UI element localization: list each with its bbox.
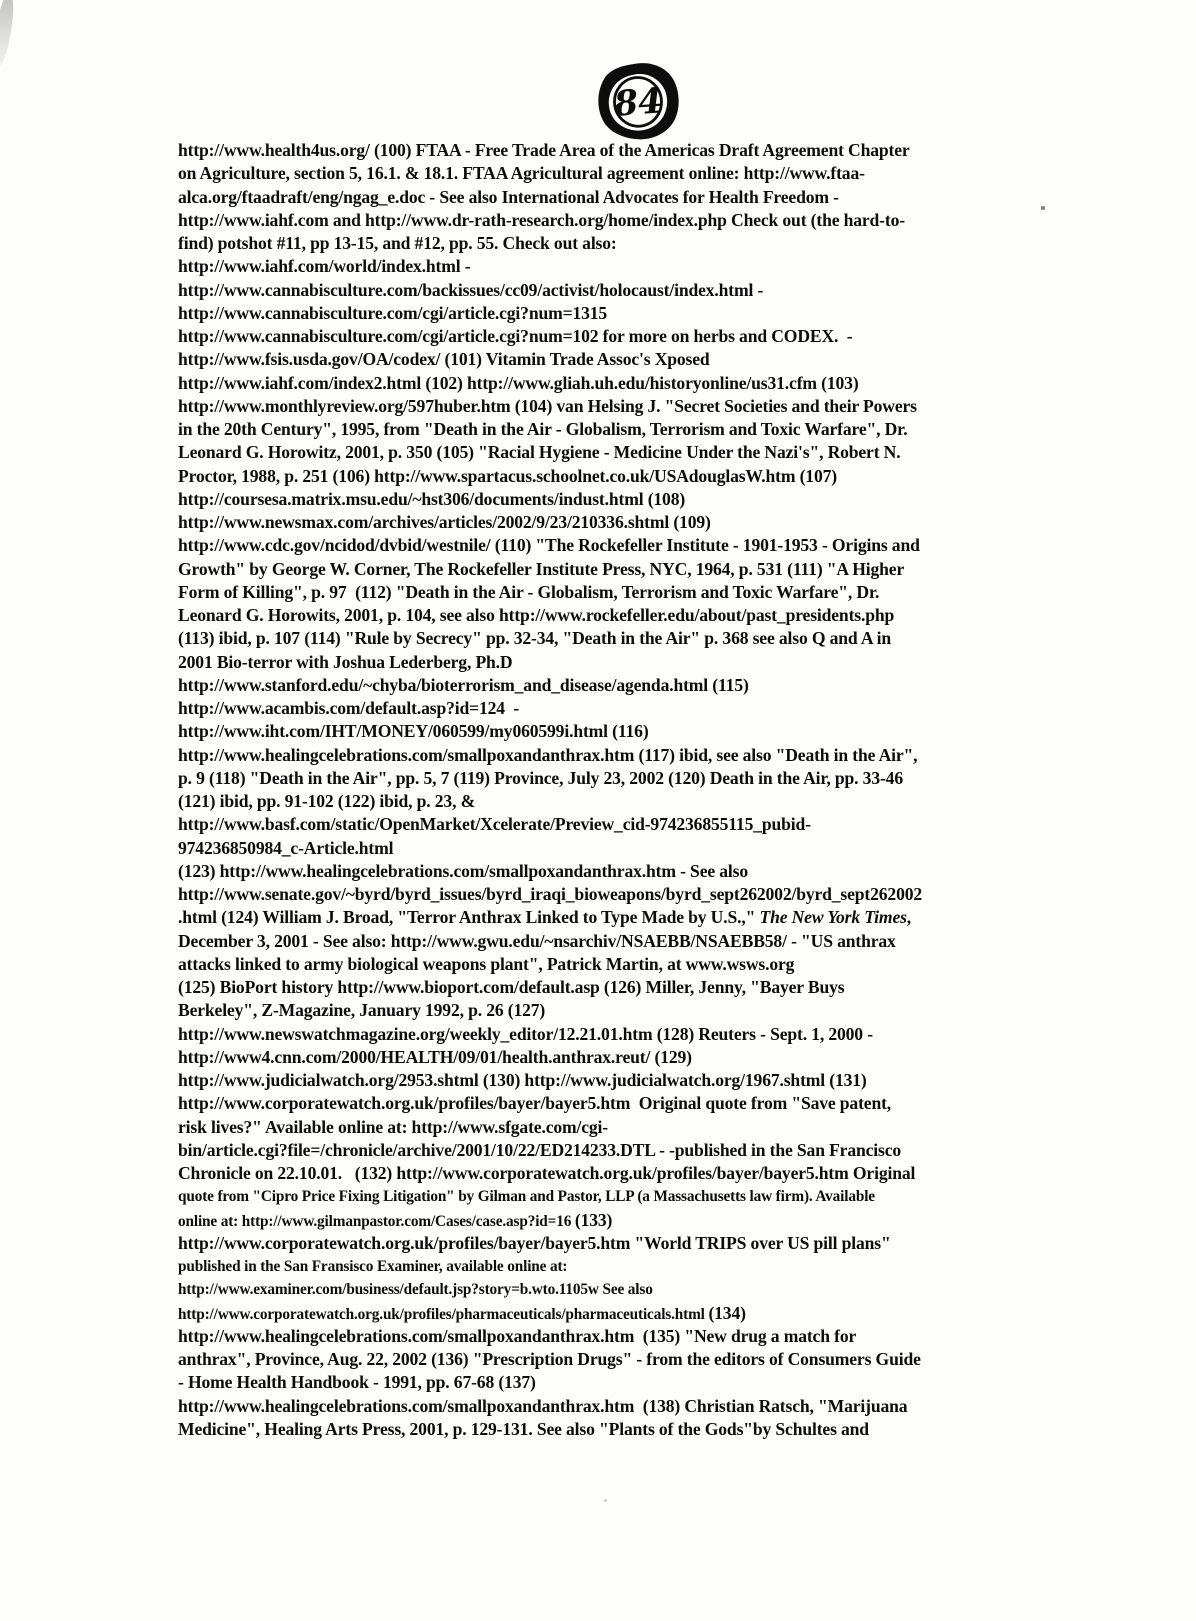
text-segment: .html (124) William J. Broad, "Terror Anthrax Linked to Type Made by U.S.," [178,907,760,928]
text-segment: Chronicle on 22.10.01. (132) http://www.corporatewatch.org.uk/profiles/bayer/bayer5.htm Original [178,1163,916,1183]
text-segment: http://www.iht.com/IHT/MONEY/060599/my060599i.html (116) [178,721,649,742]
text-segment: risk lives?" Available online at: http://www.sfgate.com/cgi- [178,1116,608,1137]
text-segment: http://www.cannabisculture.com/cgi/article.cgi?num=1315 [178,302,608,323]
text-segment: http://www.cdc.gov/ncidod/dvbid/westnile/ (110) "The Rockefeller Institute - 1901-1953 - Origins and [178,535,920,556]
text-segment: anthrax", Province, Aug. 22, 2002 (136) "Prescription Drugs" - from the editors of Consumers Guide [178,1349,921,1369]
references-text-block [178,139,1063,1441]
text-line [178,372,1063,395]
text-segment: Leonard G. Horowits, 2001, p. 104, see also http://www.rockefeller.edu/about/past_presidents.php [178,605,895,625]
text-segment: on Agriculture, section 5, 16.1. & 18.1. FTAA Agricultural agreement online: http://www.ftaa- [178,163,865,184]
text-segment: http://www.monthlyreview.org/597huber.htm (104) van Helsing J. "Secret Societies and their Powers [178,395,917,416]
text-line [178,1209,1063,1232]
text-line [178,325,1063,348]
text-segment: http://www.healingcelebrations.com/smallpoxandanthrax.htm (138) Christian Ratsch, "Marijuana [178,1395,908,1416]
text-line [178,906,1063,929]
text-segment: http://www4.cnn.com/2000/HEALTH/09/01/health.anthrax.reut/ (129) [178,1046,692,1067]
text-line [178,930,1063,953]
text-segment: http://www.corporatewatch.org.uk/profiles/bayer/bayer5.htm Original quote from "Save patent, [178,1093,892,1114]
text-line [178,604,1063,627]
text-line [178,1325,1063,1348]
text-segment: http://www.iahf.com and http://www.dr-rath-research.org/home/index.php Check out (the hard-to- [178,209,905,230]
text-line [178,534,1063,557]
text-segment: online at: http://www.gilmanpastor.com/Cases/case.asp?id=16 [178,1212,575,1230]
text-line [178,418,1063,441]
text-segment: Medicine", Healing Arts Press, 2001, p. 129-131. See also "Plants of the Gods"by Schultes and [178,1418,869,1439]
text-segment: http://www.cannabisculture.com/backissues/cc09/activist/holocaust/index.html - [178,279,764,300]
text-segment: Leonard G. Horowitz, 2001, p. 350 (105) "Racial Hygiene - Medicine Under the Nazi's", Robert N. [178,442,901,463]
text-segment: December 3, 2001 - See also: http://www.gwu.edu/~nsarchiv/NSAEBB/NSAEBB58/ - "US anthrax [178,930,896,951]
text-segment: 2001 Bio-terror with Joshua Lederberg, Ph.D [178,651,513,672]
text-line [178,790,1063,813]
text-segment: Growth" by George W. Corner, The Rockefeller Institute Press, NYC, 1964, p. 531 (111) "A Higher [178,558,905,579]
text-line [178,1371,1063,1394]
text-line [178,488,1063,511]
text-segment: alca.org/ftaadraft/eng/ngag_e.doc - See also International Advocates for Health Freedom - [178,186,839,207]
text-line [178,744,1063,767]
text-segment: - Home Health Handbook - 1991, pp. 67-68 (137) [178,1372,536,1393]
text-line [178,348,1063,371]
text-segment: find) potshot #11, pp 13-15, and #12, pp. 55. Check out also: [178,233,617,253]
text-line [178,883,1063,906]
text-line [178,720,1063,743]
text-segment: (113) ibid, p. 107 (114) "Rule by Secrecy" pp. 32-34, "Death in the Air" p. 368 see also Q and A in [178,628,892,649]
text-line [178,999,1063,1022]
text-segment: (123) http://www.healingcelebrations.com/smallpoxandanthrax.htm - See also [178,860,748,881]
text-line [178,651,1063,674]
text-line [178,1395,1063,1418]
text-line [178,465,1063,488]
text-line [178,1255,1063,1278]
text-segment: http://www.senate.gov/~byrd/byrd_issues/byrd_iraqi_bioweapons/byrd_sept262002/byrd_sept262002 [178,884,923,904]
text-line [178,162,1063,185]
text-segment: http://www.newswatchmagazine.org/weekly_editor/12.21.01.htm (128) Reuters - Sept. 1, 2000 - [178,1023,873,1044]
text-line [178,1278,1063,1301]
text-line [178,255,1063,278]
text-line [178,627,1063,650]
text-segment: http://www.stanford.edu/~chyba/bioterrorism_and_disease/agenda.html (115) [178,674,749,695]
text-segment: attacks linked to army biological weapons plant", Patrick Martin, at www.wsws.org [178,953,795,974]
text-segment: http://www.corporatewatch.org.uk/profiles/pharmaceuticals/pharmaceuticals.html [178,1305,709,1323]
text-line [178,441,1063,464]
text-segment: http://www.iahf.com/world/index.html - [178,256,471,277]
text-line [178,976,1063,999]
text-line [178,1023,1063,1046]
scan-smudge-artifact [0,0,17,67]
text-line [178,232,1063,255]
text-line [178,558,1063,581]
text-line [178,1185,1063,1208]
text-segment: (121) ibid, pp. 91-102 (122) ibid, p. 23, & [178,791,476,811]
text-segment: (133) [574,1209,613,1230]
text-line [178,1418,1063,1441]
text-line [178,279,1063,302]
text-segment: http://www.corporatewatch.org.uk/profiles/bayer/bayer5.htm "World TRIPS over US pill plans" [178,1232,891,1253]
text-segment: published in the San Fransisco Examiner, available online at: [178,1258,568,1275]
text-segment: (125) BioPort history http://www.bioport.com/default.asp (126) Miller, Jenny, "Bayer Buys [178,977,845,997]
text-segment: (134) [708,1302,746,1323]
text-line [178,697,1063,720]
text-segment: Form of Killing", p. 97 (112) "Death in the Air - Globalism, Terrorism and Toxic Warfare", Dr. [178,581,880,602]
text-line [178,953,1063,976]
text-line [178,1116,1063,1139]
text-segment: http://www.cannabisculture.com/cgi/article.cgi?num=102 for more on herbs and CODEX. - [178,326,853,346]
text-line [178,860,1063,883]
text-line [178,511,1063,534]
text-segment: 974236850984_c-Article.html [178,837,394,858]
text-segment: p. 9 (118) "Death in the Air", pp. 5, 7 (119) Province, July 23, 2002 (120) Death in the Air, pp. 33-46 [178,767,903,788]
text-segment: bin/article.cgi?file=/chronicle/archive/2001/10/22/ED214233.DTL - -published in the San Francisco [178,1139,902,1160]
text-segment: in the 20th Century", 1995, from "Death in the Air - Globalism, Terrorism and Toxic Warfare", Dr. [178,419,908,439]
text-segment: http://www.newsmax.com/archives/articles/2002/9/23/210336.shtml (109) [178,512,711,532]
text-segment: http://www.examiner.com/business/default.jsp?story=b.wto.1105w See also [178,1281,653,1299]
text-segment: , [906,907,912,928]
text-segment: http://coursesa.matrix.msu.edu/~hst306/documents/indust.html (108) [178,488,686,509]
text-segment: Proctor, 1988, p. 251 (106) http://www.spartacus.schoolnet.co.uk/USAdouglasW.htm (107) [178,465,837,486]
text-segment: quote from "Cipro Price Fixing Litigation" by Gilman and Pastor, LLP (a Massachusetts law firm). Available [178,1188,875,1206]
text-line [178,1139,1063,1162]
scan-speck [604,1499,607,1502]
text-line [178,767,1063,790]
text-line [178,1069,1063,1092]
text-segment: http://www.basf.com/static/OpenMarket/Xcelerate/Preview_cid-974236855115_pubid- [178,814,811,835]
text-line [178,1162,1063,1185]
text-line [178,813,1063,836]
text-segment: http://www.fsis.usda.gov/OA/codex/ (101) Vitamin Trade Assoc's Xposed [178,349,710,370]
text-segment: http://www.acambis.com/default.asp?id=124 - [178,698,520,718]
text-segment: http://www.healingcelebrations.com/smallpoxandanthrax.htm (117) ibid, see also "Death in the Air", [178,744,918,765]
text-segment: http://www.healingcelebrations.com/smallpoxandanthrax.htm (135) "New drug a match for [178,1325,857,1346]
italic-text-segment: The New York Times [759,907,907,928]
text-segment: http://www.judicialwatch.org/2953.shtml (130) http://www.judicialwatch.org/1967.shtml (131) [178,1070,867,1090]
text-line [178,1302,1063,1325]
text-line [178,302,1063,325]
text-line [178,1092,1063,1115]
page-number-stamp [594,61,682,141]
text-segment: http://www.health4us.org/ (100) FTAA - Free Trade Area of the Americas Draft Agreement Chapter [178,140,910,160]
text-line [178,674,1063,697]
text-line [178,581,1063,604]
text-segment: Berkeley", Z-Magazine, January 1992, p. 26 (127) [178,1000,546,1021]
text-line [178,1348,1063,1371]
text-line [178,395,1063,418]
text-segment: http://www.iahf.com/index2.html (102) http://www.gliah.uh.edu/historyonline/us31.cfm (103) [178,372,859,393]
stamp-page-number: 84 [612,80,664,125]
text-line [178,209,1063,232]
text-line [178,139,1063,162]
text-line [178,186,1063,209]
text-line [178,1232,1063,1255]
text-line [178,1046,1063,1069]
text-line [178,837,1063,860]
